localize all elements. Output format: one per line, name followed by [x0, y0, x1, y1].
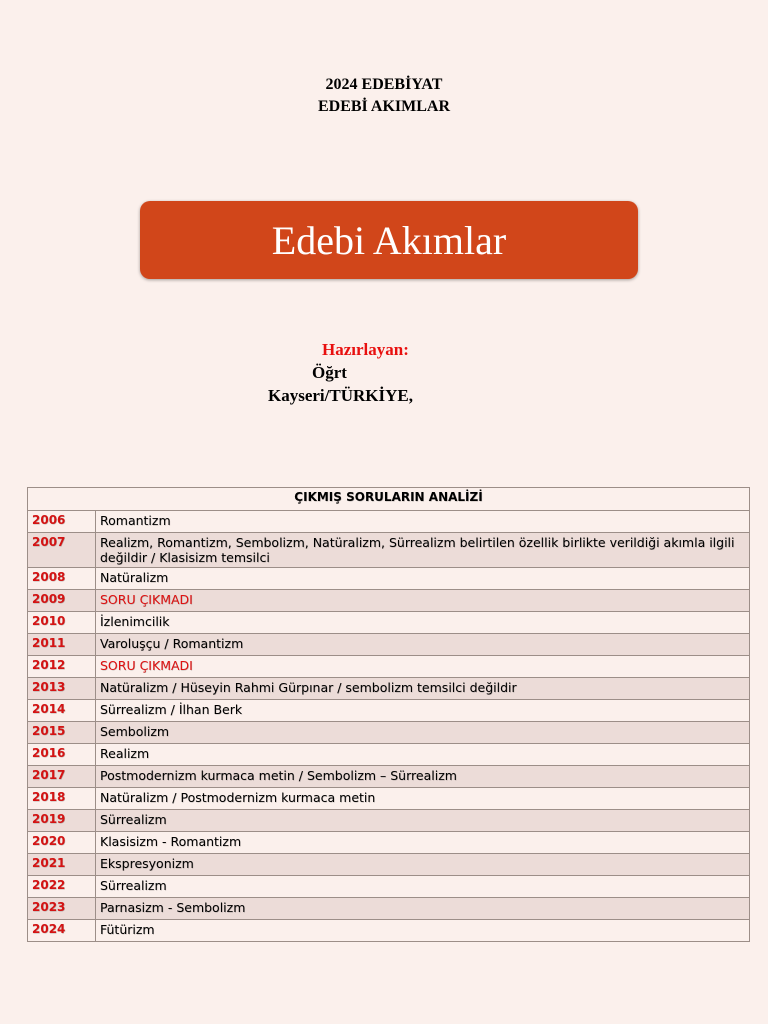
year-cell: 2021 — [28, 854, 96, 876]
question-analysis-table — [27, 487, 750, 942]
year-cell: 2016 — [28, 744, 96, 766]
topic-cell: Fütürizm — [96, 920, 750, 942]
year-cell: 2018 — [28, 788, 96, 810]
header-line-2: EDEBİ AKIMLAR — [317, 98, 451, 115]
topic-cell: İzlenimcilik — [96, 612, 750, 634]
year-cell: 2012 — [28, 656, 96, 678]
year-cell: 2013 — [28, 678, 96, 700]
table-header-row — [28, 488, 750, 511]
topic-cell: Sürrealizm — [96, 810, 750, 832]
topic-cell: Sürrealizm — [96, 876, 750, 898]
table-row — [28, 744, 750, 766]
table-title: ÇIKMIŞ SORULARIN ANALİZİ — [28, 488, 750, 511]
table-row — [28, 766, 750, 788]
table-row — [28, 568, 750, 590]
topic-cell: Natüralizm / Postmodernizm kurmaca metin — [96, 788, 750, 810]
year-cell: 2019 — [28, 810, 96, 832]
year-cell: 2007 — [28, 533, 96, 568]
topic-cell: Varoluşçu / Romantizm — [96, 634, 750, 656]
table-row — [28, 810, 750, 832]
table-row — [28, 634, 750, 656]
topic-cell: Sembolizm — [96, 722, 750, 744]
topic-cell: Parnasizm - Sembolizm — [96, 898, 750, 920]
table-row — [28, 511, 750, 533]
topic-cell: SORU ÇIKMADI — [96, 590, 750, 612]
table-row — [28, 678, 750, 700]
topic-cell: Sürrealizm / İlhan Berk — [96, 700, 750, 722]
year-cell: 2022 — [28, 876, 96, 898]
header-line-1: 2024 EDEBİYAT — [325, 76, 443, 93]
year-cell: 2023 — [28, 898, 96, 920]
table-row — [28, 722, 750, 744]
year-cell: 2009 — [28, 590, 96, 612]
topic-cell: Klasisizm - Romantizm — [96, 832, 750, 854]
year-cell: 2017 — [28, 766, 96, 788]
year-cell: 2014 — [28, 700, 96, 722]
year-cell: 2010 — [28, 612, 96, 634]
table-row — [28, 876, 750, 898]
author-location: Kayseri/TÜRKİYE, — [268, 386, 413, 405]
table-row — [28, 832, 750, 854]
table-row — [28, 788, 750, 810]
title-banner — [140, 201, 638, 279]
table-row — [28, 590, 750, 612]
table-row — [28, 854, 750, 876]
topic-cell: Natüralizm — [96, 568, 750, 590]
year-cell: 2011 — [28, 634, 96, 656]
year-cell: 2006 — [28, 511, 96, 533]
table-row — [28, 700, 750, 722]
topic-cell: Realizm, Romantizm, Sembolizm, Natüralizm, Sürrealizm belirtilen özellik birlikte verildiği akımla ilgili değildir / Klasisizm temsilci — [96, 533, 750, 568]
topic-cell: Ekspresyonizm — [96, 854, 750, 876]
table-row — [28, 533, 750, 568]
topic-cell: Romantizm — [96, 511, 750, 533]
banner-title: Edebi Akımlar — [271, 217, 507, 263]
year-cell: 2015 — [28, 722, 96, 744]
topic-cell: SORU ÇIKMADI — [96, 656, 750, 678]
author-name: Öğrt — [312, 363, 347, 382]
year-cell: 2024 — [28, 920, 96, 942]
prepared-by-label: Hazırlayan: — [322, 340, 409, 359]
table-body — [28, 511, 750, 942]
topic-cell: Natüralizm / Hüseyin Rahmi Gürpınar / sembolizm temsilci değildir — [96, 678, 750, 700]
topic-cell: Postmodernizm kurmaca metin / Sembolizm – Sürrealizm — [96, 766, 750, 788]
table-row — [28, 898, 750, 920]
document-header — [0, 74, 768, 118]
table-row — [28, 656, 750, 678]
year-cell: 2020 — [28, 832, 96, 854]
year-cell: 2008 — [28, 568, 96, 590]
table-row — [28, 920, 750, 942]
table-row — [28, 612, 750, 634]
topic-cell: Realizm — [96, 744, 750, 766]
